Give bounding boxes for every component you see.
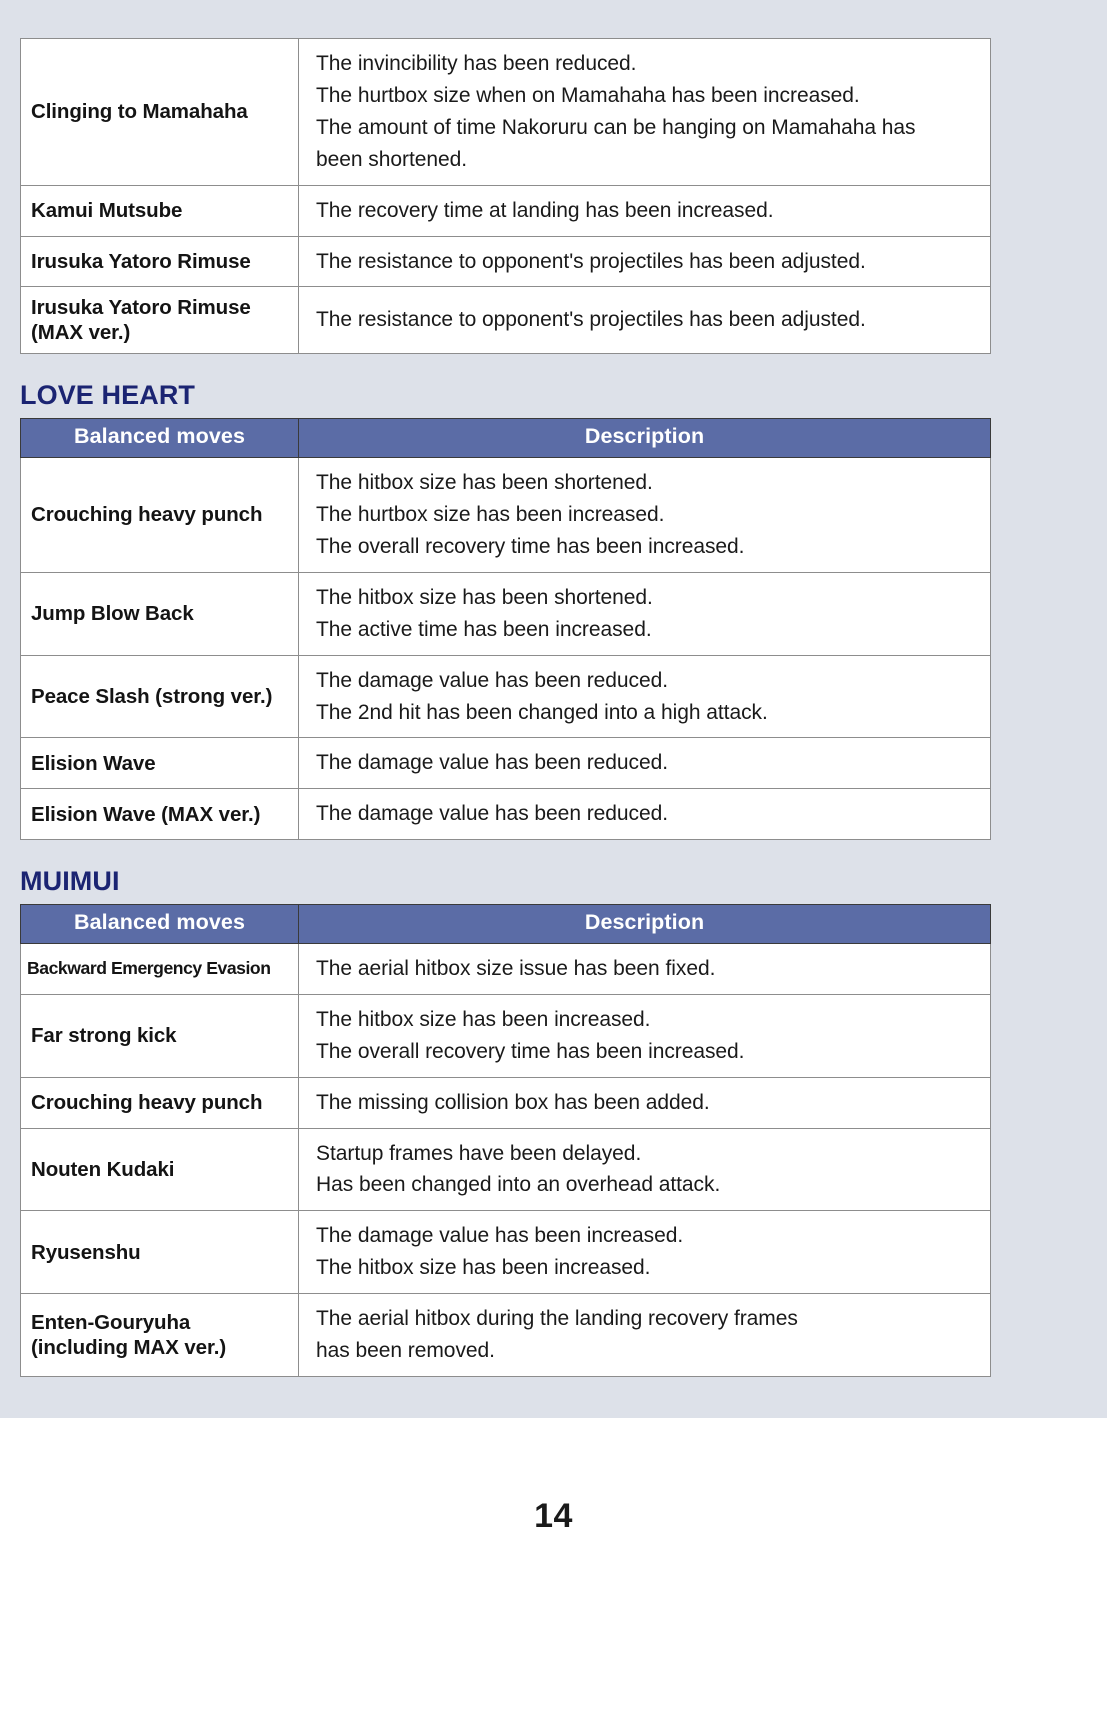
title-spacer <box>20 409 1090 418</box>
description-line: The damage value has been reduced. <box>316 802 669 826</box>
top-spacer <box>20 0 1090 38</box>
move-name-line: (MAX ver.) <box>31 321 131 345</box>
description-line: The recovery time at landing has been increased. <box>316 198 774 222</box>
description-line: Startup frames have been delayed. <box>316 1141 642 1165</box>
description-line: The overall recovery time has been increased. <box>316 534 745 558</box>
move-name-cell: Ryusenshu <box>21 1211 299 1294</box>
column-header-description: Description <box>299 419 991 458</box>
balanced-moves-table <box>20 418 991 840</box>
description-line: Has been changed into an overhead attack. <box>316 1173 721 1197</box>
description-cell <box>299 655 991 738</box>
description-cell <box>299 236 991 287</box>
description-line: The hitbox size has been increased. <box>316 1007 651 1031</box>
table-row <box>21 572 991 655</box>
description-line: The hitbox size has been shortened. <box>316 585 653 609</box>
description-cell <box>299 1294 991 1377</box>
title-spacer <box>20 895 1090 904</box>
sections-container <box>20 0 1090 1377</box>
page-number: 14 <box>534 1497 573 1535</box>
table-row <box>21 287 991 354</box>
page-footer <box>0 1418 1107 1718</box>
move-name-cell: Crouching heavy punch <box>21 1077 299 1128</box>
description-line: The invincibility has been reduced. <box>316 52 637 75</box>
column-header-balanced-moves: Balanced moves <box>21 905 299 944</box>
description-line: The hurtbox size when on Mamahaha has been increased. <box>316 83 860 107</box>
move-name-cell <box>21 1294 299 1377</box>
description-cell <box>299 1077 991 1128</box>
balanced-moves-table <box>20 38 991 354</box>
column-header-balanced-moves: Balanced moves <box>21 419 299 458</box>
table-row <box>21 1077 991 1128</box>
move-name-cell: Kamui Mutsube <box>21 185 299 236</box>
move-name-cell: Clinging to Mamahaha <box>21 39 299 186</box>
table-row <box>21 943 991 994</box>
table-row <box>21 185 991 236</box>
content-area <box>20 0 1090 1377</box>
description-line: The overall recovery time has been increased. <box>316 1039 745 1063</box>
move-name-cell: Far strong kick <box>21 994 299 1077</box>
move-name-cell: Irusuka Yatoro Rimuse <box>21 236 299 287</box>
move-name-line: Irusuka Yatoro Rimuse <box>31 296 251 320</box>
table-row <box>21 458 991 573</box>
description-line: been shortened. <box>316 147 468 171</box>
description-line: The aerial hitbox during the landing recovery frames <box>316 1307 798 1331</box>
description-cell <box>299 572 991 655</box>
move-name-cell: Backward Emergency Evasion <box>21 943 299 994</box>
move-name-cell <box>21 287 299 354</box>
description-line: The missing collision box has been added. <box>316 1090 710 1114</box>
description-line: The amount of time Nakoruru can be hanging on Mamahaha has <box>316 115 916 139</box>
move-name-cell: Jump Blow Back <box>21 572 299 655</box>
table-row <box>21 994 991 1077</box>
description-cell <box>299 185 991 236</box>
section-title-muimui: MUIMUI <box>20 866 120 897</box>
table-header-row <box>21 419 991 458</box>
description-line: The damage value has been increased. <box>316 1224 684 1248</box>
description-cell <box>299 738 991 789</box>
description-cell <box>299 287 991 354</box>
section-title-love-heart: LOVE HEART <box>20 380 196 411</box>
table-row <box>21 236 991 287</box>
move-name-cell: Elision Wave <box>21 738 299 789</box>
move-name-line: Enten-Gouryuha <box>31 1311 191 1335</box>
column-header-description: Description <box>299 905 991 944</box>
description-line: The resistance to opponent's projectiles has been adjusted. <box>316 308 866 332</box>
description-cell <box>299 1211 991 1294</box>
table-row <box>21 1294 991 1377</box>
description-line: The hurtbox size has been increased. <box>316 502 665 526</box>
description-line: has been removed. <box>316 1339 495 1363</box>
description-cell <box>299 943 991 994</box>
table-row <box>21 789 991 840</box>
move-name-line: (including MAX ver.) <box>31 1336 227 1360</box>
description-line: The active time has been increased. <box>316 617 652 641</box>
table-row <box>21 1128 991 1211</box>
balanced-moves-table <box>20 904 991 1377</box>
move-name-cell: Crouching heavy punch <box>21 458 299 573</box>
description-line: The resistance to opponent's projectiles has been adjusted. <box>316 249 866 273</box>
table-row <box>21 39 991 186</box>
description-line: The damage value has been reduced. <box>316 751 669 775</box>
move-name-cell: Nouten Kudaki <box>21 1128 299 1211</box>
table-row <box>21 655 991 738</box>
table-row <box>21 738 991 789</box>
description-cell <box>299 789 991 840</box>
description-line: The 2nd hit has been changed into a high attack. <box>316 700 768 724</box>
description-cell <box>299 39 991 186</box>
description-cell <box>299 458 991 573</box>
description-line: The aerial hitbox size issue has been fixed. <box>316 956 716 980</box>
description-cell <box>299 994 991 1077</box>
section-spacer <box>20 354 1090 382</box>
section-spacer <box>20 840 1090 868</box>
description-cell <box>299 1128 991 1211</box>
description-line: The hitbox size has been increased. <box>316 1256 651 1280</box>
move-name-cell: Elision Wave (MAX ver.) <box>21 789 299 840</box>
move-name-cell: Peace Slash (strong ver.) <box>21 655 299 738</box>
description-line: The damage value has been reduced. <box>316 668 669 692</box>
table-row <box>21 1211 991 1294</box>
description-line: The hitbox size has been shortened. <box>316 471 653 495</box>
table-header-row <box>21 905 991 944</box>
